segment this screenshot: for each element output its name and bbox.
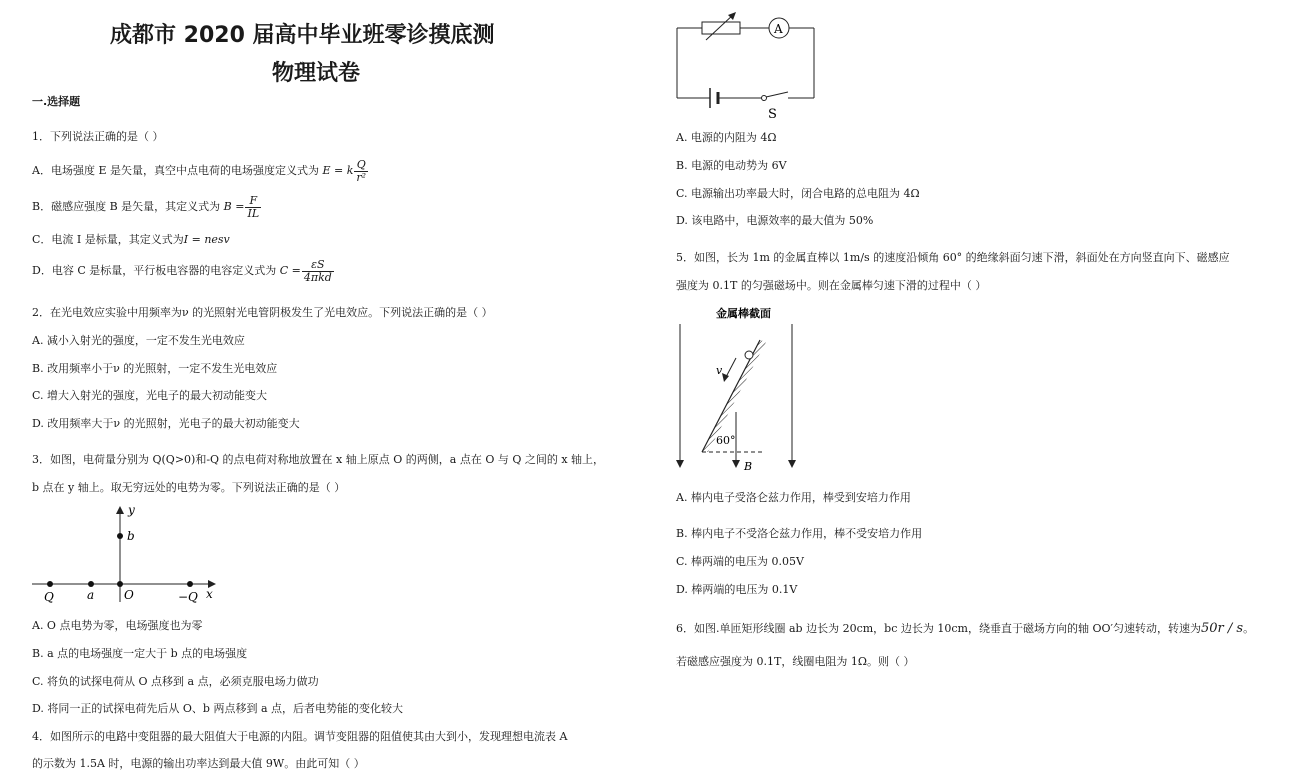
q1-a-text: A．电场强度 E 是矢量，真空中点电荷的电场强度定义式为: [32, 164, 319, 177]
q5-rod-cross-section: [745, 351, 753, 359]
q3-option-d: D. 将同一正的试探电荷先后从 O、b 两点移到 a 点，后者电势能的变化较大: [32, 702, 404, 715]
q3-option-a: A. O 点电势为零，电场强度也为零: [32, 619, 203, 632]
q3-label-x: x: [206, 587, 213, 601]
q1-option-a: [32, 156, 369, 186]
title-line1: 成都市 2020 届高中毕业班零诊摸底测: [110, 23, 495, 48]
q3-stem-line2: b 点在 y 轴上。取无穷远处的电势为零。下列说法正确的是（ ）: [32, 481, 346, 494]
q5-option-d: D. 棒两端的电压为 0.1V: [676, 583, 798, 596]
q5-stem-line1: 5．如图，长为 1m 的金属直棒以 1m/s 的速度沿倾角 60° 的绝缘斜面匀速下滑，斜面处在方向竖直向下、磁感应: [676, 251, 1230, 264]
q4-stem-line1: 4．如图所示的电路中变阻器的最大阻值大于电源的内阻。调节变阻器的阻值使其由大到小，发现理想电流表 A: [32, 730, 568, 743]
q2-stem: 2．在光电效应实验中用频率为ν 的光照射光电管阴极发生了光电效应。下列说法正确的是（ ）: [32, 306, 493, 319]
q5-fig-label: 金属棒截面: [716, 307, 771, 320]
q1-b-den: IL: [247, 206, 260, 220]
q2-option-a: A. 减小入射光的强度，一定不发生光电效应: [32, 334, 245, 347]
q4-circuit-diagram: [676, 10, 826, 125]
q1-a-num: Q: [354, 159, 368, 172]
q3-point-b: [117, 533, 123, 539]
q3-label-negq: −Q: [178, 590, 198, 604]
q5-label-v: v: [716, 364, 723, 377]
q5-label-b: B: [744, 460, 753, 473]
q5-option-b: B. 棒内电子不受洛仑兹力作用，棒不受安培力作用: [676, 527, 923, 540]
q1-d-num: εS: [302, 259, 334, 272]
q3-charge-diagram: [32, 502, 222, 606]
q3-point-a: [88, 581, 94, 587]
q1-b-lhs: B =: [223, 200, 245, 213]
q3-label-q: Q: [44, 590, 54, 604]
section-heading: 一.选择题: [32, 95, 81, 108]
q1-stem: 1．下列说法正确的是（ ）: [32, 130, 164, 143]
q5-incline-diagram: [676, 302, 806, 477]
q6-stem-end: 。: [1243, 622, 1255, 635]
q2-option-d: D. 改用频率大于ν 的光照射，光电子的最大初动能变大: [32, 417, 300, 430]
q1-d-fraction: [302, 259, 334, 284]
q5-field-arrow-left: [676, 460, 684, 468]
q3-point-o: [117, 581, 123, 587]
q6-stem-text: 6．如图.单匝矩形线圈 ab 边长为 20cm，bc 边长为 10cm，绕垂直于磁场方向的轴 OO′匀速转动，转速为: [676, 622, 1201, 635]
q1-d-den: 4πkd: [303, 270, 332, 284]
q1-option-b: [32, 192, 262, 222]
title-line2: 物理试卷: [272, 61, 361, 86]
q2-option-b: B. 改用频率小于ν 的光照射，一定不发生光电效应: [32, 362, 278, 375]
q4-option-a: A. 电源的内阻为 4Ω: [676, 131, 777, 144]
q1-option-d: [32, 256, 335, 286]
q4-option-c: C. 电源输出功率最大时，闭合电路的总电阻为 4Ω: [676, 187, 920, 200]
q6-stem-line2: 若磁感应强度为 0.1T，线圈电阻为 1Ω。则（ ）: [676, 655, 915, 668]
q5-stem-line2: 强度为 0.1T 的匀强磁场中。则在金属棒匀速下滑的过程中（ ）: [676, 279, 987, 292]
q5-field-arrow-right: [788, 460, 796, 468]
q4-option-d: D. 该电路中，电源效率的最大值为 50%: [676, 214, 874, 227]
q3-label-o: O: [124, 588, 134, 602]
q3-point-negq: [187, 581, 193, 587]
q1-b-num: F: [245, 195, 261, 208]
q1-c-text: C．电流 I 是标量，其定义式为: [32, 233, 184, 246]
q4-rheostat: [702, 22, 740, 34]
q2-option-c: C. 增大入射光的强度，光电子的最大初动能变大: [32, 389, 268, 402]
q5-field-arrow-mid: [732, 460, 740, 468]
q1-d-lhs: C =: [279, 264, 301, 277]
q5-label-angle: 60°: [716, 434, 736, 447]
q3-y-arrow: [116, 506, 124, 514]
q6-speed: 50r / s: [1200, 621, 1244, 636]
q4-option-b: B. 电源的电动势为 6V: [676, 159, 787, 172]
q3-label-a: a: [87, 588, 95, 602]
q3-option-b: B. a 点的电场强度一定大于 b 点的电场强度: [32, 647, 248, 660]
q1-a-lhs: E = k: [322, 164, 354, 177]
q1-option-c: [32, 233, 230, 247]
q1-b-fraction: [245, 195, 261, 220]
q3-label-y: y: [128, 503, 135, 517]
q4-switch-blade: [766, 92, 788, 97]
q1-c-formula: I = nesv: [183, 233, 230, 246]
q5-velocity-arrow: [726, 358, 736, 377]
q1-d-text: D．电容 C 是标量，平行板电容器的电容定义式为: [32, 264, 277, 277]
q4-rheostat-arrow: [706, 14, 734, 40]
q4-stem-line2: 的示数为 1.5A 时，电源的输出功率达到最大值 9W。由此可知（ ）: [32, 757, 365, 770]
q3-point-q: [47, 581, 53, 587]
q6-stem-line1: [676, 622, 1254, 636]
q4-ammeter-label: A: [774, 22, 783, 36]
q3-stem-line1: 3．如图，电荷量分别为 Q(Q>0)和-Q 的点电荷对称地放置在 x 轴上原点 O 的两侧，a 点在 O 与 Q 之间的 x 轴上，: [32, 453, 605, 466]
q4-switch-label: S: [768, 107, 777, 122]
q4-switch-pivot: [762, 96, 767, 101]
q1-b-text: B．磁感应强度 B 是矢量，其定义式为: [32, 200, 221, 213]
q3-option-c: C. 将负的试探电荷从 O 点移到 a 点，必须克服电场力做功: [32, 675, 319, 688]
q5-option-c: C. 棒两端的电压为 0.05V: [676, 555, 804, 568]
q1-a-den: r²: [356, 170, 367, 184]
q1-a-fraction: [354, 159, 368, 184]
q3-label-b: b: [127, 529, 135, 543]
q5-option-a: A. 棒内电子受洛仑兹力作用，棒受到安培力作用: [676, 491, 911, 504]
